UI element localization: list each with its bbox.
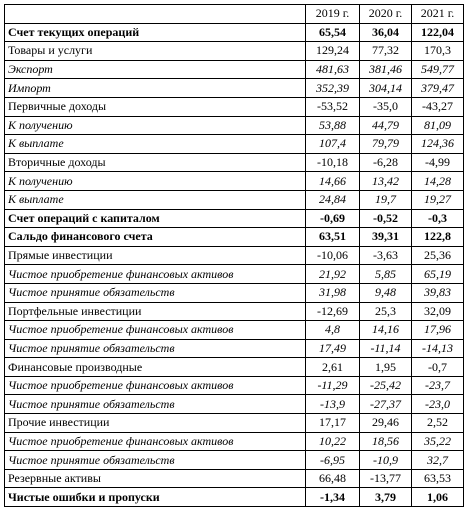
value-2019: -11,29 <box>306 376 360 395</box>
value-2019: 352,39 <box>306 79 360 98</box>
row-label: К получению <box>5 172 306 191</box>
value-2021: 379,47 <box>412 79 464 98</box>
table-row <box>5 414 464 433</box>
value-2020: 39,31 <box>360 228 412 247</box>
row-label: К выплате <box>5 135 306 154</box>
table-row <box>5 265 464 284</box>
value-2020: 13,42 <box>360 172 412 191</box>
row-label: Вторичные доходы <box>5 153 306 172</box>
value-2019: 4,8 <box>306 321 360 340</box>
value-2020: -10,9 <box>360 451 412 470</box>
value-2021: 14,28 <box>412 172 464 191</box>
row-label: Счет текущих операций <box>5 23 306 42</box>
table-row <box>5 190 464 209</box>
value-2021: 2,52 <box>412 414 464 433</box>
value-2020: 9,48 <box>360 283 412 302</box>
value-2021: 124,36 <box>412 135 464 154</box>
value-2020: -13,77 <box>360 469 412 488</box>
value-2019: -53,52 <box>306 97 360 116</box>
value-2020: -3,63 <box>360 246 412 265</box>
row-label: Чистое приобретение финансовых активов <box>5 321 306 340</box>
row-label: Счет операций с капиталом <box>5 209 306 228</box>
header-label-cell <box>5 5 306 24</box>
table-row <box>5 395 464 414</box>
value-2021: -0,7 <box>412 358 464 377</box>
row-label: Чистое приобретение финансовых активов <box>5 376 306 395</box>
value-2019: 129,24 <box>306 42 360 61</box>
value-2021: 549,77 <box>412 60 464 79</box>
table-row <box>5 358 464 377</box>
row-label: К получению <box>5 116 306 135</box>
header-year-2021: 2021 г. <box>412 5 464 24</box>
table-row <box>5 432 464 451</box>
value-2021: 25,36 <box>412 246 464 265</box>
header-year-2020: 2020 г. <box>360 5 412 24</box>
table-row <box>5 283 464 302</box>
value-2020: 18,56 <box>360 432 412 451</box>
value-2019: 65,54 <box>306 23 360 42</box>
value-2019: -6,95 <box>306 451 360 470</box>
value-2021: -4,99 <box>412 153 464 172</box>
value-2021: 32,7 <box>412 451 464 470</box>
value-2021: 19,27 <box>412 190 464 209</box>
value-2021: 17,96 <box>412 321 464 340</box>
table-row <box>5 79 464 98</box>
value-2021: 32,09 <box>412 302 464 321</box>
value-2020: 381,46 <box>360 60 412 79</box>
row-label: Портфельные инвестиции <box>5 302 306 321</box>
table-row <box>5 97 464 116</box>
table-row <box>5 246 464 265</box>
row-label: Финансовые производные <box>5 358 306 377</box>
value-2019: 481,63 <box>306 60 360 79</box>
value-2021: -23,7 <box>412 376 464 395</box>
value-2019: -12,69 <box>306 302 360 321</box>
value-2020: 25,3 <box>360 302 412 321</box>
table-row <box>5 339 464 358</box>
table-row <box>5 302 464 321</box>
balance-of-payments-table <box>4 4 464 507</box>
row-label: Экспорт <box>5 60 306 79</box>
value-2020: 19,7 <box>360 190 412 209</box>
value-2019: 17,17 <box>306 414 360 433</box>
table-row <box>5 172 464 191</box>
table-header <box>5 5 464 24</box>
value-2020: -25,42 <box>360 376 412 395</box>
value-2019: 24,84 <box>306 190 360 209</box>
table-row <box>5 116 464 135</box>
value-2020: 14,16 <box>360 321 412 340</box>
row-label: Прямые инвестиции <box>5 246 306 265</box>
value-2019: 31,98 <box>306 283 360 302</box>
value-2020: -35,0 <box>360 97 412 116</box>
row-label: Резервные активы <box>5 469 306 488</box>
value-2020: 5,85 <box>360 265 412 284</box>
value-2021: -14,13 <box>412 339 464 358</box>
value-2020: 44,79 <box>360 116 412 135</box>
row-label: Импорт <box>5 79 306 98</box>
row-label: Чистое приобретение финансовых активов <box>5 265 306 284</box>
value-2019: 14,66 <box>306 172 360 191</box>
value-2020: 1,95 <box>360 358 412 377</box>
table-row <box>5 376 464 395</box>
table-row <box>5 469 464 488</box>
value-2021: 81,09 <box>412 116 464 135</box>
table-row <box>5 153 464 172</box>
value-2021: 122,8 <box>412 228 464 247</box>
table-row <box>5 488 464 507</box>
value-2020: 79,79 <box>360 135 412 154</box>
table-row <box>5 321 464 340</box>
row-label: Сальдо финансового счета <box>5 228 306 247</box>
table-row <box>5 451 464 470</box>
row-label: Чистое принятие обязательств <box>5 339 306 358</box>
value-2019: 17,49 <box>306 339 360 358</box>
table-row <box>5 228 464 247</box>
row-label: Первичные доходы <box>5 97 306 116</box>
row-label: К выплате <box>5 190 306 209</box>
table-row <box>5 135 464 154</box>
value-2021: 35,22 <box>412 432 464 451</box>
value-2020: 36,04 <box>360 23 412 42</box>
value-2021: -43,27 <box>412 97 464 116</box>
table-body <box>5 23 464 506</box>
value-2020: -27,37 <box>360 395 412 414</box>
value-2020: -0,52 <box>360 209 412 228</box>
value-2020: 77,32 <box>360 42 412 61</box>
row-label: Чистое принятие обязательств <box>5 283 306 302</box>
value-2021: 1,06 <box>412 488 464 507</box>
table-row <box>5 60 464 79</box>
row-label: Чистое принятие обязательств <box>5 395 306 414</box>
value-2020: 3,79 <box>360 488 412 507</box>
table-row <box>5 42 464 61</box>
value-2019: 66,48 <box>306 469 360 488</box>
value-2020: 304,14 <box>360 79 412 98</box>
row-label: Товары и услуги <box>5 42 306 61</box>
value-2019: 21,92 <box>306 265 360 284</box>
value-2019: -10,18 <box>306 153 360 172</box>
value-2021: -23,0 <box>412 395 464 414</box>
value-2021: 39,83 <box>412 283 464 302</box>
row-label: Чистые ошибки и пропуски <box>5 488 306 507</box>
value-2019: 63,51 <box>306 228 360 247</box>
row-label: Чистое принятие обязательств <box>5 451 306 470</box>
value-2019: -13,9 <box>306 395 360 414</box>
value-2020: -6,28 <box>360 153 412 172</box>
table-row <box>5 23 464 42</box>
header-row <box>5 5 464 24</box>
value-2021: 63,53 <box>412 469 464 488</box>
row-label: Прочие инвестиции <box>5 414 306 433</box>
value-2019: -0,69 <box>306 209 360 228</box>
value-2019: 53,88 <box>306 116 360 135</box>
value-2019: -1,34 <box>306 488 360 507</box>
value-2020: 29,46 <box>360 414 412 433</box>
value-2019: 107,4 <box>306 135 360 154</box>
value-2019: 2,61 <box>306 358 360 377</box>
header-year-2019: 2019 г. <box>306 5 360 24</box>
value-2021: 65,19 <box>412 265 464 284</box>
value-2019: -10,06 <box>306 246 360 265</box>
value-2020: -11,14 <box>360 339 412 358</box>
value-2019: 10,22 <box>306 432 360 451</box>
table-row <box>5 209 464 228</box>
value-2021: 122,04 <box>412 23 464 42</box>
row-label: Чистое приобретение финансовых активов <box>5 432 306 451</box>
value-2021: -0,3 <box>412 209 464 228</box>
value-2021: 170,3 <box>412 42 464 61</box>
